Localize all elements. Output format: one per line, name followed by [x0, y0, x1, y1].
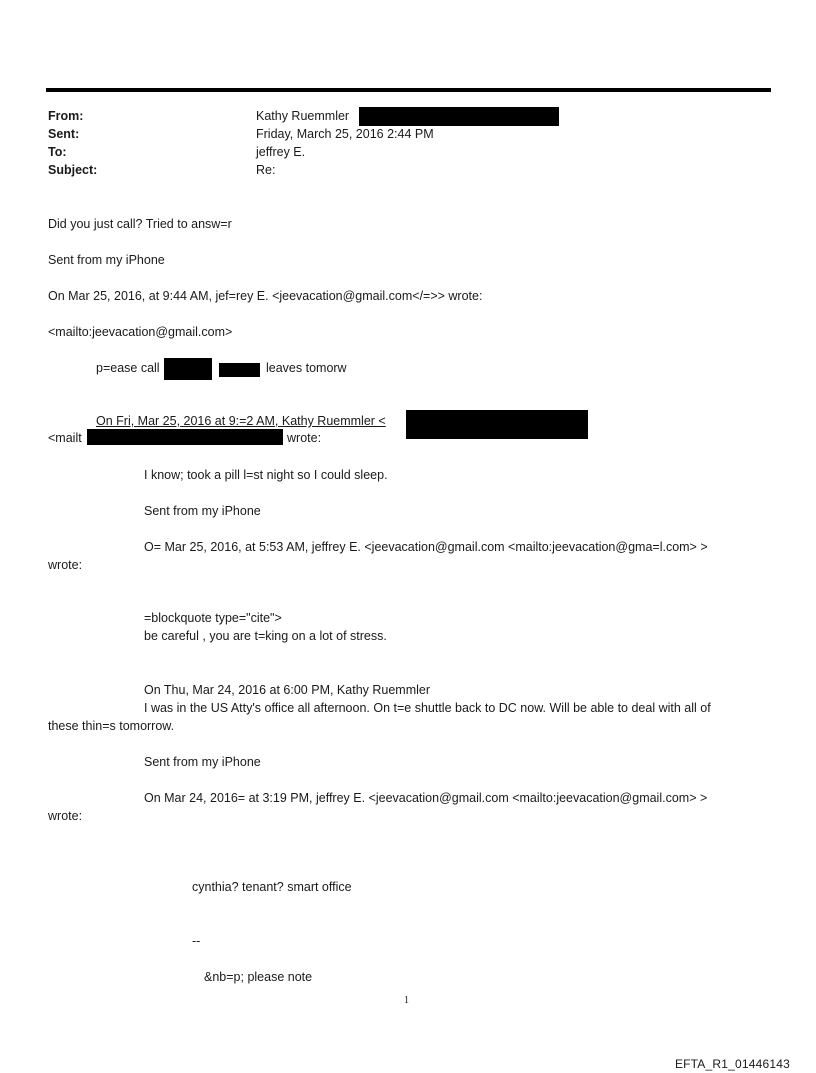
from-label: From: [48, 109, 84, 123]
body-line: On Thu, Mar 24, 2016 at 6:00 PM, Kathy Ruemmler [144, 683, 431, 697]
to-value: jeffrey E. [256, 145, 306, 159]
body-line: wrote: [48, 558, 83, 572]
page-number: 1 [404, 995, 409, 1006]
redaction-box [219, 363, 260, 377]
body-line: be careful , you are t=king on a lot of stress. [144, 629, 387, 643]
document-id-footer: EFTA_R1_01446143 [674, 1057, 790, 1071]
sent-value: Friday, March 25, 2016 2:44 PM [256, 127, 434, 141]
redaction-box [87, 429, 283, 445]
body-line: leaves tomorw [266, 361, 347, 375]
redaction-box [359, 107, 559, 126]
body-line: On Fri, Mar 25, 2016 at 9:=2 AM, Kathy Ruemmler < [96, 414, 386, 428]
body-line: I know; took a pill l=st night so I could sleep. [144, 468, 388, 482]
body-line: Sent from my iPhone [144, 755, 261, 769]
from-value: Kathy Ruemmler [256, 109, 350, 123]
redaction-box [164, 358, 212, 380]
body-line: O= Mar 25, 2016, at 5:53 AM, jeffrey E. <jeevacation@gmail.com <mailto:jeevacation@gma=l.com> > [144, 540, 708, 554]
subject-value: Re: [256, 163, 276, 177]
body-line: -- [192, 934, 201, 948]
header-rule [46, 88, 771, 92]
to-label: To: [48, 145, 67, 159]
body-line: p=ease call [96, 361, 160, 375]
body-line: I was in the US Atty's office all afternoon. On t=e shuttle back to DC now. Will be able to deal with all of [144, 701, 711, 715]
body-line: wrote: [48, 809, 83, 823]
body-line: Sent from my iPhone [144, 504, 261, 518]
body-line: wrote: [287, 431, 322, 445]
subject-label: Subject: [48, 163, 98, 177]
body-line: Sent from my iPhone [48, 253, 165, 267]
redaction-box [406, 410, 588, 439]
sent-label: Sent: [48, 127, 80, 141]
body-line: cynthia? tenant? smart office [192, 880, 352, 894]
body-line: <mailt [48, 431, 82, 445]
body-line: these thin=s tomorrow. [48, 719, 175, 733]
body-line: &nb=p; please note [204, 970, 313, 984]
body-line: <mailto:jeevacation@gmail.com> [48, 325, 233, 339]
body-line: On Mar 24, 2016= at 3:19 PM, jeffrey E. <jeevacation@gmail.com <mailto:jeevacation@gmail.com> > [144, 791, 708, 805]
body-line: Did you just call? Tried to answ=r [48, 217, 232, 231]
body-line: =blockquote type="cite"> [144, 611, 282, 625]
body-line: On Mar 25, 2016, at 9:44 AM, jef=rey E. <jeevacation@gmail.com</=>> wrote: [48, 289, 483, 303]
